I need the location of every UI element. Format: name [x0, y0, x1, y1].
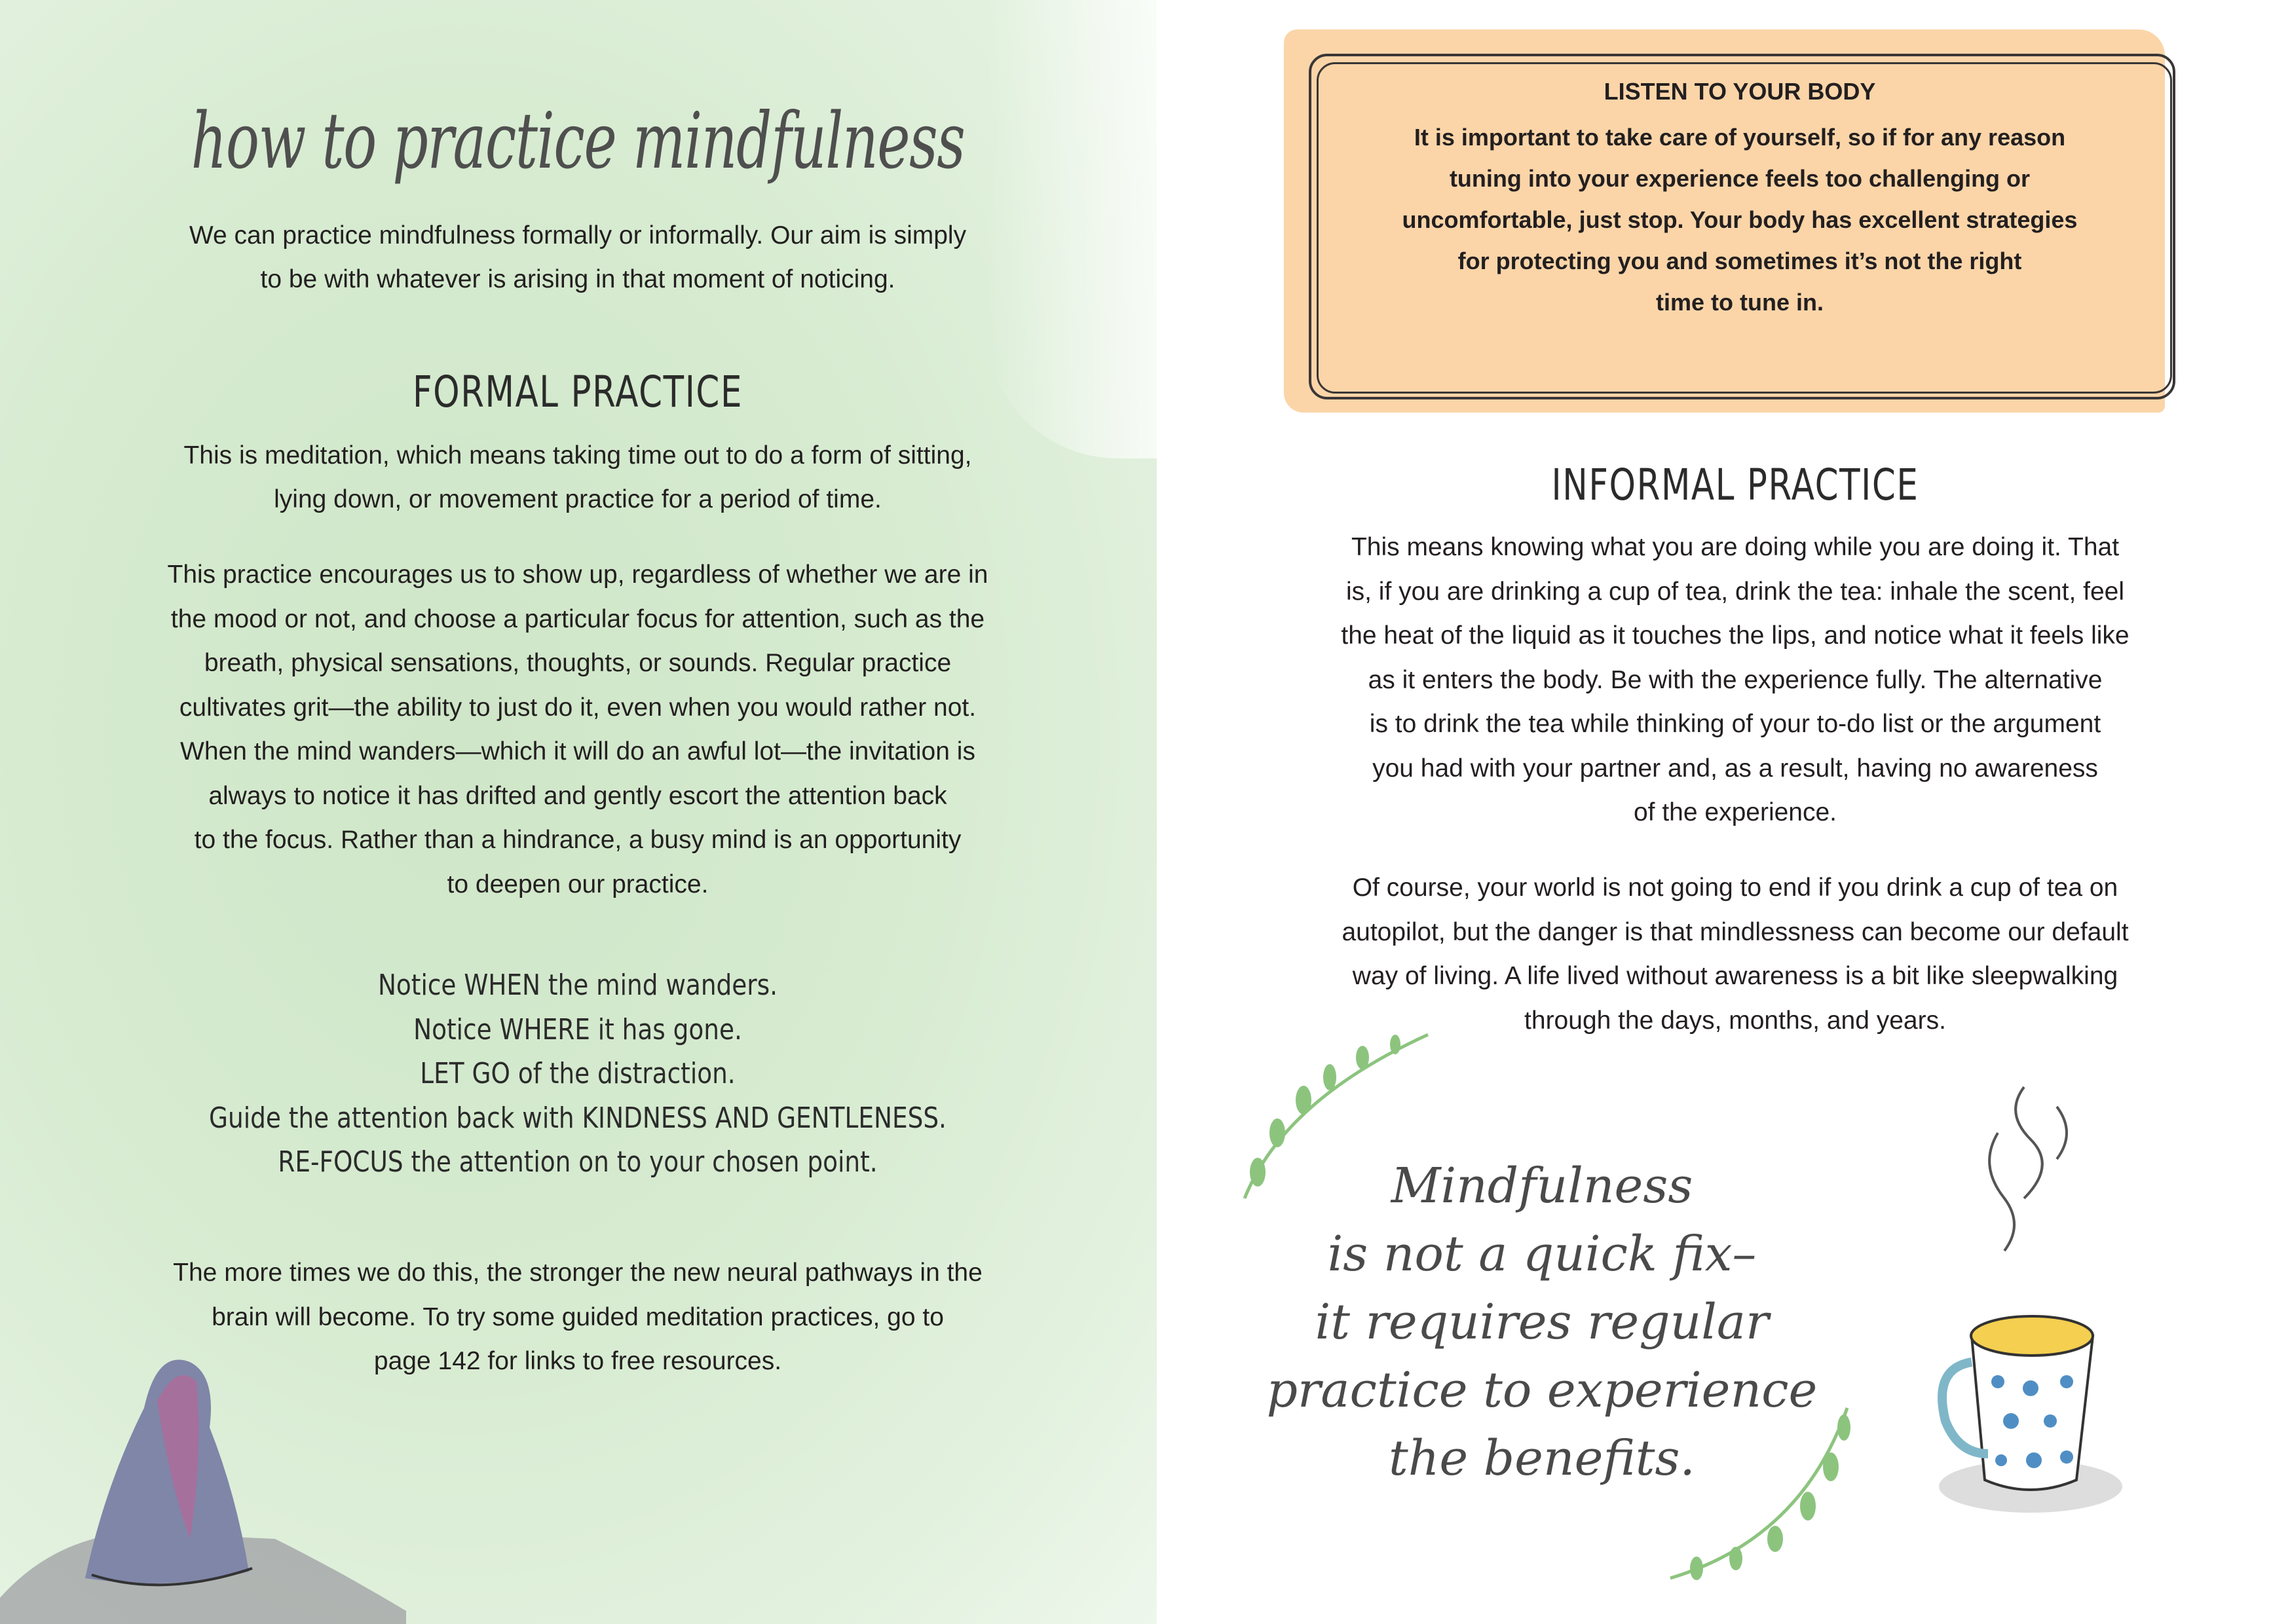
body-line: way of living. A life lived without awareness is a bit like sleepwalking: [1352, 962, 2118, 990]
body-line: the mood or not, and choose a particular focus for attention, such as the: [170, 604, 985, 633]
step-line: LET GO of the distraction.: [420, 1057, 736, 1090]
pull-quote-line: it requires regular: [1315, 1294, 1769, 1350]
pull-quote-line: is not a quick fix–: [1327, 1226, 1757, 1282]
pull-quote-line: practice to experience: [1266, 1362, 1818, 1418]
section-heading-informal: INFORMAL PRACTICE: [1551, 460, 1919, 510]
step-line: Guide the attention back with KINDNESS AND GENTLENESS.: [209, 1101, 947, 1135]
body-line: you had with your partner and, as a result, having no awareness: [1372, 754, 2098, 783]
body-line: is to drink the tea while thinking of your to-do list or the argument: [1369, 710, 2101, 738]
intro-line: to be with whatever is arising in that moment of noticing.: [260, 265, 895, 293]
body-line: page 142 for links to free resources.: [373, 1347, 782, 1375]
body-line: through the days, months, and years.: [1524, 1006, 1946, 1035]
intro-line: We can practice mindfulness formally or informally. Our aim is simply: [189, 221, 967, 249]
leaf-sprig-icon: [1657, 1395, 1867, 1591]
step-line: RE-FOCUS the attention on to your chosen point.: [278, 1145, 878, 1179]
body-line: When the mind wanders—which it will do an awful lot—the invitation is: [180, 737, 975, 766]
body-line: as it enters the body. Be with the experience fully. The alternative: [1368, 665, 2103, 694]
body-line: autopilot, but the danger is that mindlessness can become our default: [1342, 917, 2129, 946]
callout-line: uncomfortable, just stop. Your body has excellent strategies: [1402, 206, 2078, 233]
body-line: breath, physical sensations, thoughts, or sounds. Regular practice: [204, 649, 952, 677]
section-heading-formal: FORMAL PRACTICE: [412, 367, 743, 417]
body-line: brain will become. To try some guided meditation practices, go to: [212, 1302, 944, 1331]
tea-mug-illustration: [1926, 1074, 2135, 1545]
body-line: always to notice it has drifted and gently escort the attention back: [208, 781, 947, 810]
body-line: lying down, or movement practice for a period of time.: [274, 485, 882, 513]
callout-line: tuning into your experience feels too challenging or: [1449, 165, 2031, 192]
body-line: to the focus. Rather than a hindrance, a busy mind is an opportunity: [194, 826, 962, 854]
leaf-sprig-icon: [1231, 1022, 1441, 1218]
body-line: This is meditation, which means taking time out to do a form of sitting,: [183, 441, 972, 470]
callout-line: time to tune in.: [1656, 289, 1824, 316]
body-line: Of course, your world is not going to end if you drink a cup of tea on: [1352, 874, 2118, 902]
body-line: the heat of the liquid as it touches the lips, and notice what it feels like: [1341, 621, 2130, 650]
pull-quote-line: the benefits.: [1389, 1430, 1695, 1486]
callout-line: It is important to take care of yourself, so if for any reason: [1414, 124, 2066, 151]
callout-heading: LISTEN TO YOUR BODY: [1604, 78, 1876, 105]
page-title: how to practice mindfulness: [191, 96, 965, 186]
body-line: The more times we do this, the stronger the new neural pathways in the: [173, 1259, 983, 1287]
body-line: cultivates grit—the ability to just do it, even when you would rather not.: [179, 693, 977, 722]
body-line: to deepen our practice.: [447, 870, 709, 898]
pull-quote-line: Mindfulness: [1391, 1158, 1693, 1214]
body-line: of the experience.: [1633, 798, 1837, 826]
body-line: This means knowing what you are doing while you are doing it. That: [1351, 533, 2120, 561]
body-line: is, if you are drinking a cup of tea, drink the tea: inhale the scent, feel: [1345, 577, 2125, 606]
meditating-figure-illustration: [0, 1323, 419, 1624]
step-line: Notice WHERE it has gone.: [413, 1012, 742, 1046]
callout-line: for protecting you and sometimes it’s not the right: [1457, 248, 2022, 274]
step-line: Notice WHEN the mind wanders.: [377, 969, 778, 1002]
body-line: This practice encourages us to show up, regardless of whether we are in: [167, 561, 988, 589]
